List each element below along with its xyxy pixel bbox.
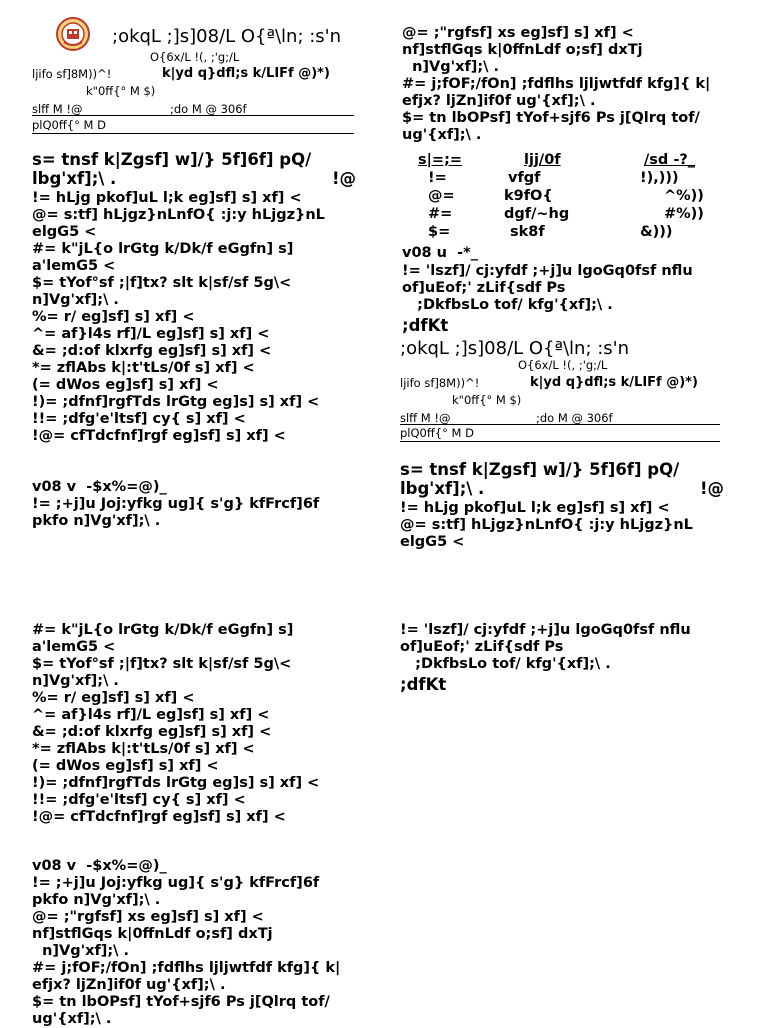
question: efjx? ljZn]if0f ug'{xf];\ .: [32, 977, 226, 993]
section-continuation-left: [32, 622, 372, 1027]
question: pkfo n]Vg'xf];\ .: [32, 513, 161, 529]
question: $= tn lbOPsf] tYof+sjf6 Ps j[Qlrq tof/: [402, 110, 700, 126]
question: #= k"jL{o lrGtg k/Dk/f eGgfn] s]: [32, 622, 294, 638]
question: efjx? ljZn]if0f ug'{xf];\ .: [402, 93, 596, 109]
divider: [32, 115, 354, 116]
question: nf]stflGqs k|0ffnLdf o;sf] dxTj: [402, 42, 643, 58]
question: ug'{xf];\ .: [402, 127, 482, 143]
question: @= ;"rgfsf] xs eg]sf] s] xf] <: [402, 25, 634, 41]
question: elgG5 <: [32, 224, 97, 240]
section-a-left: [32, 150, 372, 530]
question: (= dWos eg]sf] s] xf] <: [32, 377, 219, 393]
question: *= zflAbs k|:t'tLs/0f s] xf] <: [32, 741, 255, 757]
question: ;DkfbsLo tof/ kfg'{xf];\ .: [400, 656, 611, 672]
end-marker: ;dfKt: [400, 675, 447, 694]
question: !@= cfTdcfnf]rgf eg]sf] s] xf] <: [32, 428, 286, 444]
section-a-right: [400, 460, 740, 560]
section-marks: !@: [332, 169, 357, 188]
question: of]uEof;' zLif{sdf Ps: [402, 280, 566, 296]
question: &= ;d:of klxrfg eg]sf] s] xf] <: [32, 724, 272, 740]
school-logo-icon: [56, 17, 90, 51]
question: @= s:tf] hLjgz}nLnfO{ :j:y hLjgz}nL: [32, 207, 325, 223]
school-title: ;okqL ;]s]08/L O{ª\ln; :s'n: [112, 26, 342, 47]
school-title: ;okqL ;]s]08/L O{ª\ln; :s'n: [400, 338, 630, 359]
time-label: ;do M @ 306f: [170, 102, 247, 116]
table-cell: #=: [428, 206, 453, 222]
table-cell: k9fO{: [504, 188, 553, 204]
divider: [400, 424, 720, 425]
table-cell: #%)): [664, 206, 704, 222]
question: != 'lszf]/ cj:yfdf ;+j]u lgoGq0fsf nflu: [400, 622, 691, 638]
section-title-cont: lbg'xf];\ .: [32, 169, 117, 188]
question: !@= cfTdcfnf]rgf eg]sf] s] xf] <: [32, 809, 286, 825]
header-left: [0, 0, 384, 140]
section-title: s= tnsf k|Zgsf] w]/} 5f]6f] pQ/: [32, 150, 312, 169]
time-label: ;do M @ 306f: [536, 411, 613, 425]
question: ^= af}l4s rf]/L eg]sf] s] xf] <: [32, 707, 270, 723]
question: != 'lszf]/ cj:yfdf ;+j]u lgoGq0fsf nflu: [402, 263, 693, 279]
section-title-cont: lbg'xf];\ .: [400, 479, 485, 498]
section-title: s= tnsf k|Zgsf] w]/} 5f]6f] pQ/: [400, 460, 680, 479]
table-cell: vfgf: [508, 170, 541, 186]
full-marks: k"0ff{° M $): [86, 84, 156, 98]
question: of]uEof;' zLif{sdf Ps: [400, 639, 564, 655]
question: !!= ;dfg'e'ltsf] cy{ s] xf] <: [32, 792, 246, 808]
exam-name: k|yd q}dfl;s k/LIFf @)*): [162, 66, 330, 81]
question: !)= ;dfnf]rgfTds lrGtg eg]s] s] xf] <: [32, 775, 320, 791]
question: pkfo n]Vg'xf];\ .: [32, 892, 161, 908]
question: %= r/ eg]sf] s] xf] <: [32, 309, 195, 325]
question: $= tn lbOPsf] tYof+sjf6 Ps j[Qlrq tof/: [32, 994, 330, 1010]
question: ^= af}l4s rf]/L eg]sf] s] xf] <: [32, 326, 270, 342]
question: != hLjg pkof]uL l;k eg]sf] s] xf] <: [400, 500, 670, 516]
question: n]Vg'xf];\ .: [32, 673, 119, 689]
full-marks: k"0ff{° M $): [452, 393, 522, 407]
school-subtitle: O{6x/L !(, ;'g;/L: [518, 358, 608, 372]
question: != hLjg pkof]uL l;k eg]sf] s] xf] <: [32, 190, 302, 206]
question: $= tYof°sf ;|f]tx? slt k|sf/sf 5g\<: [32, 275, 292, 291]
section-heading: v08 v -$x%=@)_: [32, 479, 167, 495]
class-label: slff M !@: [400, 411, 451, 425]
end-marker: ;dfKt: [402, 316, 449, 335]
section-continuation-right: [400, 622, 740, 702]
table-cell: &))): [640, 224, 673, 240]
table-cell: ^%)): [664, 188, 704, 204]
question: n]Vg'xf];\ .: [32, 292, 119, 308]
section-b-right: [402, 25, 742, 345]
table-cell: $=: [428, 224, 451, 240]
question: n]Vg'xf];\ .: [402, 59, 500, 75]
question: @= s:tf] hLjgz}nLnfO{ :j:y hLjgz}nL: [400, 517, 693, 533]
table-cell: !=: [428, 170, 447, 186]
table-cell: !),))): [640, 170, 679, 186]
school-subtitle: O{6x/L !(, ;'g;/L: [150, 50, 240, 64]
question: a'lemG5 <: [32, 639, 116, 655]
section-heading: v08 v -$x%=@)_: [32, 858, 167, 874]
class-label: slff M !@: [32, 102, 83, 116]
table-cell: @=: [428, 188, 455, 204]
header-right: [400, 338, 740, 448]
school-address: ljifo sf]8M))^!: [32, 67, 112, 81]
question: &= ;d:of klxrfg eg]sf] s] xf] <: [32, 343, 272, 359]
question: !)= ;dfnf]rgfTds lrGtg eg]s] s] xf] <: [32, 394, 320, 410]
table-cell: dgf/~hg: [504, 206, 570, 222]
table-header-desc: ljj/0f: [524, 152, 561, 168]
question: elgG5 <: [400, 534, 465, 550]
section-heading: v08 u -*_: [402, 245, 478, 261]
question: != ;+j]u Joj:yfkg ug]{ s'g} kfFrcf]6f: [32, 496, 320, 512]
exam-name: k|yd q}dfl;s k/LIFf @)*): [530, 375, 698, 390]
question: $= tYof°sf ;|f]tx? slt k|sf/sf 5g\<: [32, 656, 292, 672]
question: #= k"jL{o lrGtg k/Dk/f eGgfn] s]: [32, 241, 294, 257]
table-cell: sk8f: [510, 224, 545, 240]
question: @= ;"rgfsf] xs eg]sf] s] xf] <: [32, 909, 264, 925]
question: (= dWos eg]sf] s] xf] <: [32, 758, 219, 774]
question: a'lemG5 <: [32, 258, 116, 274]
question: nf]stflGqs k|0ffnLdf o;sf] dxTj: [32, 926, 273, 942]
pass-marks: plQ0ff{° M D: [32, 118, 106, 132]
question: !!= ;dfg'e'ltsf] cy{ s] xf] <: [32, 411, 246, 427]
school-address: ljifo sf]8M))^!: [400, 376, 480, 390]
question: != ;+j]u Joj:yfkg ug]{ s'g} kfFrcf]6f: [32, 875, 320, 891]
section-marks: !@: [700, 479, 725, 498]
pass-marks: plQ0ff{° M D: [400, 426, 474, 440]
table-header-sn: s|=;=: [418, 152, 463, 168]
question: #= j;fOF;/fOn] ;fdflhs ljljwtfdf kfg]{ k|: [402, 76, 711, 92]
question: ug'{xf];\ .: [32, 1011, 112, 1027]
divider: [32, 133, 354, 134]
table-header-amount: /sd -?_: [644, 152, 696, 168]
question: ;DkfbsLo tof/ kfg'{xf];\ .: [402, 297, 613, 313]
question: n]Vg'xf];\ .: [32, 943, 130, 959]
question: *= zflAbs k|:t'tLs/0f s] xf] <: [32, 360, 255, 376]
question: #= j;fOF;/fOn] ;fdflhs ljljwtfdf kfg]{ k|: [32, 960, 341, 976]
divider: [400, 441, 720, 442]
question: %= r/ eg]sf] s] xf] <: [32, 690, 195, 706]
